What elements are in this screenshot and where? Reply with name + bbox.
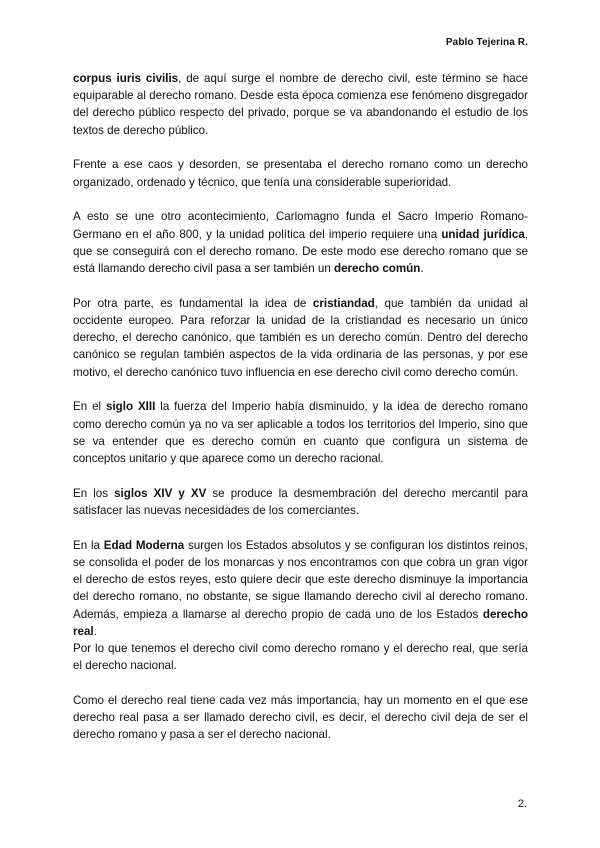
document-body <box>73 70 528 761</box>
paragraph-corpus-iuris <box>73 70 528 139</box>
paragraph-text: Frente a ese caos y desorden, se presentaba el derecho romano como un derecho organizado, ordenado y técnico, que tenía una considerable superioridad. <box>73 158 528 189</box>
bold-term: siglos XIV y XV <box>114 486 207 500</box>
bold-term: derecho común <box>334 262 421 276</box>
paragraph-derecho-real <box>73 692 528 744</box>
bold-term: siglo XIII <box>106 400 156 414</box>
paragraph-cristiandad <box>73 295 528 381</box>
paragraph-text: . <box>93 624 97 638</box>
paragraph-caos <box>73 156 528 190</box>
page-number: 2. <box>517 798 527 810</box>
header-author: Pablo Tejerina R. <box>445 37 528 48</box>
paragraph-text: , que también da unidad al occidente europeo. Para reforzar la unidad de la cristiandad es necesario un único derecho, el derecho canónico, que también es un derecho común. Dentro del derecho canónico se regulan también aspectos de la vida ordinaria de las personas, y por ese motivo, el derecho canónico tuvo influencia en ese derecho civil como derecho común. <box>73 296 528 379</box>
paragraph-text: , que se conseguirá con el derecho romano. De este modo ese derecho romano que se está llamando derecho civil pasa a ser también un <box>73 227 528 276</box>
bold-term: unidad jurídica <box>441 227 525 241</box>
paragraph-text: surgen los Estados absolutos y se configuran los distintos reinos, se consolida el poder de los monarcas y nos encontramos con que cobra un gran vigor el derecho de estos reyes, esto quiere decir que este derecho disminuye la importancia del derecho romano, no obstante, se sigue llamando derecho civil al derecho romano. Además, empieza a llamarse al derecho propio de cada uno de los Estados <box>73 538 528 621</box>
paragraph-text: , de aquí surge el nombre de derecho civil, este término se hace equiparable al derecho romano. Desde esta época comienza ese fenómeno disgregador del derecho público respecto del privado, porque se va abandonando el estudio de los textos de derecho público. <box>73 72 528 137</box>
paragraph-text: En la <box>73 538 104 552</box>
bold-term: cristiandad <box>312 296 375 310</box>
paragraph-carlomagno <box>73 208 528 277</box>
paragraph-text: la fuerza del Imperio había disminuido, y la idea de derecho romano como derecho común ya no va ser aplicable a todos los territorios del Imperio, sino que se va entender que es derecho común en cuanto que configura un sistema de conceptos unitario y que aparece como un derecho racional. <box>73 400 528 466</box>
paragraph-text: Como el derecho real tiene cada vez más importancia, hay un momento en el que ese derecho real pasa a ser llamado derecho civil, es decir, el derecho civil deja de ser el derecho romano y pasa a ser el derecho nacional. <box>73 694 528 742</box>
bold-term: corpus iuris civilis <box>73 72 179 85</box>
paragraph-text: se produce la desmembración del derecho mercantil para satisfacer las nuevas necesidades de los comerciantes. <box>73 486 528 518</box>
paragraph-text: Por lo que tenemos el derecho civil como derecho romano y el derecho real, que sería el derecho nacional. <box>73 642 528 673</box>
paragraph-text: Por otra parte, es fundamental la idea de <box>73 296 313 310</box>
paragraph-derecho-nacional <box>73 640 528 674</box>
bold-term: Edad Moderna <box>103 538 185 552</box>
paragraph-edad-moderna <box>73 537 528 640</box>
bold-term: derecho real <box>73 607 528 638</box>
paragraph-text: En el <box>73 400 106 414</box>
paragraph-text: A esto se une otro acontecimiento, Carlomagno funda el Sacro Imperio Romano-Germano en el año 800, y la unidad política del imperio requiere una <box>73 210 528 241</box>
paragraph-text: . <box>420 262 424 276</box>
paragraph-siglos-xiv-xv <box>73 485 528 519</box>
paragraph-siglo-xiii <box>73 398 528 467</box>
paragraph-text: En los <box>73 486 115 500</box>
